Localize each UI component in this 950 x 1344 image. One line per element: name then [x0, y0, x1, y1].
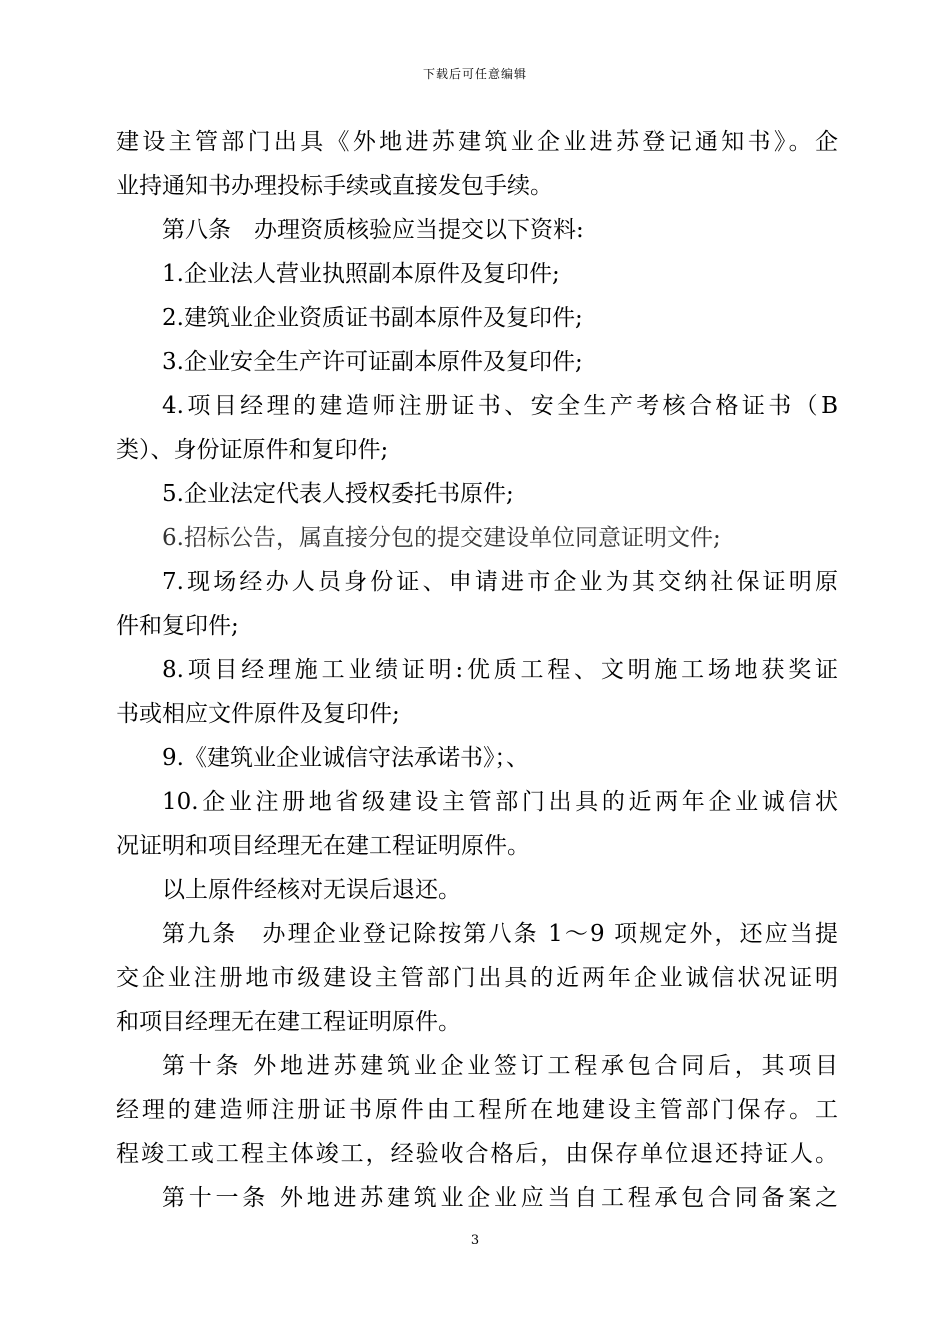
paragraph-line: 交企业注册地市级建设主管部门出具的近两年企业诚信状况证明 [116, 965, 838, 991]
paragraph-line: 经理的建造师注册证书原件由工程所在地建设主管部门保存。工 [116, 1097, 838, 1123]
list-item: 3.企业安全生产许可证副本原件及复印件; [162, 349, 583, 375]
list-item: 8.项目经理施工业绩证明:优质工程、文明施工场地获奖证 [162, 657, 838, 683]
list-item: 6.招标公告，属直接分包的提交建设单位同意证明文件; [162, 525, 721, 551]
paragraph-line: 和项目经理无在建工程证明原件。 [116, 1009, 461, 1035]
list-item-continuation: 书或相应文件原件及复印件; [116, 701, 400, 727]
page-header: 下载后可任意编辑 [422, 67, 527, 81]
page-number: 3 [470, 1233, 480, 1248]
list-item: 9.《建筑业企业诚信守法承诺书》；、 [162, 745, 529, 771]
list-item: 7.现场经办人员身份证、申请进市企业为其交纳社保证明原 [162, 569, 838, 595]
paragraph-line: 第十一条 外地进苏建筑业企业应当自工程承包合同备案之 [162, 1185, 838, 1211]
list-item: 1.企业法人营业执照副本原件及复印件; [162, 261, 560, 287]
list-item-continuation: 类）、身份证原件和复印件; [116, 437, 389, 463]
paragraph-line: 业持通知书办理投标手续或直接发包手续。 [116, 173, 553, 199]
paragraph-line: 第十条 外地进苏建筑业企业签订工程承包合同后，其项目 [162, 1053, 838, 1079]
list-item: 5.企业法定代表人授权委托书原件; [162, 481, 514, 507]
paragraph-line: 程竣工或工程主体竣工，经验收合格后，由保存单位退还持证人。 [116, 1141, 838, 1167]
list-item-continuation: 件和复印件; [116, 613, 239, 639]
list-item: 10.企业注册地省级建设主管部门出具的近两年企业诚信状 [162, 789, 838, 815]
paragraph-line: 建设主管部门出具《外地进苏建筑业企业进苏登记通知书》。企 [116, 129, 838, 155]
list-item: 4.项目经理的建造师注册证书、安全生产考核合格证书（B [162, 393, 838, 419]
paragraph-line: 第九条 办理企业登记除按第八条 1～9 项规定外，还应当提 [162, 921, 838, 947]
paragraph-line: 第八条 办理资质核验应当提交以下资料: [162, 217, 584, 243]
document-body [116, 120, 838, 1220]
list-item: 2.建筑业企业资质证书副本原件及复印件; [162, 305, 583, 331]
list-item-continuation: 况证明和项目经理无在建工程证明原件。 [116, 833, 530, 859]
paragraph-line: 以上原件经核对无误后退还。 [162, 877, 461, 903]
